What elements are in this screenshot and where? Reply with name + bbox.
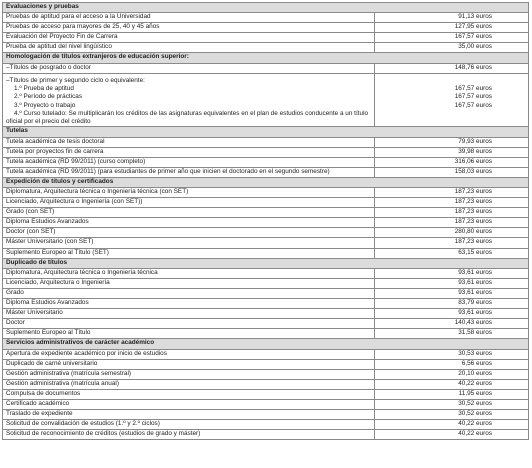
price-cell: 158,03 euros (375, 167, 529, 177)
concept-cell: Tutela académica (RD 99/2011) (para estudiantes de primer año que inicien el doctorado en el segundo semestre) (3, 167, 375, 177)
price-cell: 30,53 euros (375, 349, 529, 359)
concept-cell: Duplicado de carné universitario (3, 359, 375, 369)
price-cell: 40,22 euros (375, 379, 529, 389)
table-row (3, 238, 529, 248)
block-item: 1.º Prueba de aptitud (14, 84, 74, 92)
price-cell: 6,56 euros (375, 359, 529, 369)
price-cell: 187,23 euros (375, 218, 529, 228)
price-cell: 316,06 euros (375, 157, 529, 167)
table-row (3, 379, 529, 389)
concept-cell: Solicitud de reconocimiento de créditos (estudios de grado y máster) (3, 430, 375, 440)
table-row-block (3, 73, 529, 127)
price-cell: 31,58 euros (375, 329, 529, 339)
concept-cell: Gestión administrativa (matrícula anual) (3, 379, 375, 389)
price-cell: 127,95 euros (375, 23, 529, 33)
price-cell: 187,23 euros (375, 198, 529, 208)
table-row (3, 218, 529, 228)
concept-cell: Apertura de expediente académico por inicio de estudios (3, 349, 375, 359)
price-cell: 20,10 euros (375, 369, 529, 379)
fee-table (2, 2, 529, 440)
table-row (3, 349, 529, 359)
table-row (3, 147, 529, 157)
table-row (3, 309, 529, 319)
section-header (3, 177, 529, 187)
table-row (3, 299, 529, 309)
table-row (3, 319, 529, 329)
table-row (3, 359, 529, 369)
concept-cell: Certificado académico (3, 399, 375, 409)
section-title: Servicios administrativos de carácter académico (3, 339, 529, 349)
table-row (3, 63, 529, 73)
price-cell: 167,57 euros (375, 33, 529, 43)
concept-cell: Pruebas de aptitud para el acceso a la Universidad (3, 13, 375, 23)
table-row (3, 399, 529, 409)
table-row (3, 329, 529, 339)
section-title: Duplicado de títulos (3, 258, 529, 268)
block-note-cont: oficial por el precio del crédito (6, 118, 91, 126)
section-header (3, 127, 529, 137)
section-header (3, 3, 529, 13)
price-cell: 140,43 euros (375, 319, 529, 329)
price-cell: 83,79 euros (375, 299, 529, 309)
table-row (3, 228, 529, 238)
table-row (3, 167, 529, 177)
concept-cell: Evaluación del Proyecto Fin de Carrera (3, 33, 375, 43)
section-title: Tutelas (3, 127, 529, 137)
concept-cell: Gestión administrativa (matrícula semestral) (3, 369, 375, 379)
block-item: 2.º Período de prácticas (14, 93, 83, 101)
section-header (3, 258, 529, 268)
section-title: Expedición de títulos y certificados (3, 177, 529, 187)
table-row (3, 198, 529, 208)
section-title: Homologación de títulos extranjeros de educación superior: (3, 53, 529, 63)
concept-cell: Suplemento Europeo al Título (SET) (3, 248, 375, 258)
price-cell: 11,95 euros (375, 389, 529, 399)
table-row (3, 188, 529, 198)
price-cell: 35,00 euros (375, 43, 529, 53)
concept-cell: Pruebas de acceso para mayores de 25, 40 y 45 años (3, 23, 375, 33)
concept-cell: Tutela académica (RD 99/2011) (curso completo) (3, 157, 375, 167)
table-row (3, 420, 529, 430)
concept-cell: Solicitud de convalidación de estudios (1.º y 2.º ciclos) (3, 420, 375, 430)
price-cell: 148,76 euros (375, 63, 529, 73)
price-cell: 30,52 euros (375, 410, 529, 420)
table-row (3, 23, 529, 33)
concept-cell: Diplomatura, Arquitectura técnica o Ingeniería técnica (3, 268, 375, 278)
concept-cell: Traslado de expediente (3, 410, 375, 420)
section-header (3, 339, 529, 349)
block-intro: –Títulos de primer y segundo ciclo o equivalente: (6, 76, 145, 84)
concept-cell: Compulsa de documentos (3, 389, 375, 399)
concept-cell: Diplomatura, Arquitectura técnica o Ingeniería técnica (con SET) (3, 188, 375, 198)
table-row (3, 389, 529, 399)
price-cell: 93,61 euros (375, 278, 529, 288)
table-row (3, 157, 529, 167)
section-header (3, 53, 529, 63)
table-row (3, 43, 529, 53)
concept-cell: Doctor (con SET) (3, 228, 375, 238)
price-cell: 79,93 euros (375, 137, 529, 147)
concept-cell (3, 73, 375, 127)
price-cell: 39,98 euros (375, 147, 529, 157)
concept-cell: Tutela académica de tesis doctoral (3, 137, 375, 147)
table-row (3, 248, 529, 258)
price-cell: 187,23 euros (375, 208, 529, 218)
concept-cell: Tutela por proyectos fin de carrera (3, 147, 375, 157)
price-cell: 187,23 euros (375, 188, 529, 198)
price-cell: 40,22 euros (375, 420, 529, 430)
table-row (3, 410, 529, 420)
table-row (3, 208, 529, 218)
concept-cell: Doctor (3, 319, 375, 329)
block-price: 167,57 euros (454, 84, 492, 92)
table-row (3, 369, 529, 379)
price-cell: 187,23 euros (375, 238, 529, 248)
concept-cell: Prueba de aptitud del nivel lingüístico (3, 43, 375, 53)
table-row (3, 288, 529, 298)
table-row (3, 278, 529, 288)
concept-cell: Máster Universitario (con SET) (3, 238, 375, 248)
table-row (3, 268, 529, 278)
concept-cell: Diploma Estudios Avanzados (3, 218, 375, 228)
section-title: Evaluaciones y pruebas (3, 3, 529, 13)
concept-cell: Licenciado, Arquitectura o Ingeniería (3, 278, 375, 288)
price-cell: 93,61 euros (375, 268, 529, 278)
concept-cell: Suplemento Europeo al Título (3, 329, 375, 339)
table-row (3, 137, 529, 147)
block-item: 3.º Proyecto o trabajo (14, 101, 76, 109)
concept-cell: –Títulos de posgrado o doctor (3, 63, 375, 73)
block-note: 4.º Curso tutelado: Se multiplicarán los créditos de las asignaturas equivalentes en el plan de estudios conducente a un título (14, 109, 369, 117)
table-row (3, 13, 529, 23)
price-cell (375, 73, 529, 127)
price-cell: 30,52 euros (375, 399, 529, 409)
concept-cell: Grado (con SET) (3, 208, 375, 218)
concept-cell: Máster Universitario (3, 309, 375, 319)
price-cell: 93,61 euros (375, 309, 529, 319)
table-row (3, 430, 529, 440)
concept-cell: Diploma Estudios Avanzados (3, 299, 375, 309)
price-cell: 63,15 euros (375, 248, 529, 258)
price-cell: 91,13 euros (375, 13, 529, 23)
price-cell: 93,61 euros (375, 288, 529, 298)
price-cell: 40,22 euros (375, 430, 529, 440)
concept-cell: Licenciado, Arquitectura o Ingeniería (con SET)) (3, 198, 375, 208)
concept-cell: Grado (3, 288, 375, 298)
block-price: 167,57 euros (454, 101, 492, 109)
table-row (3, 33, 529, 43)
price-cell: 280,80 euros (375, 228, 529, 238)
block-price: 167,57 euros (454, 93, 492, 101)
